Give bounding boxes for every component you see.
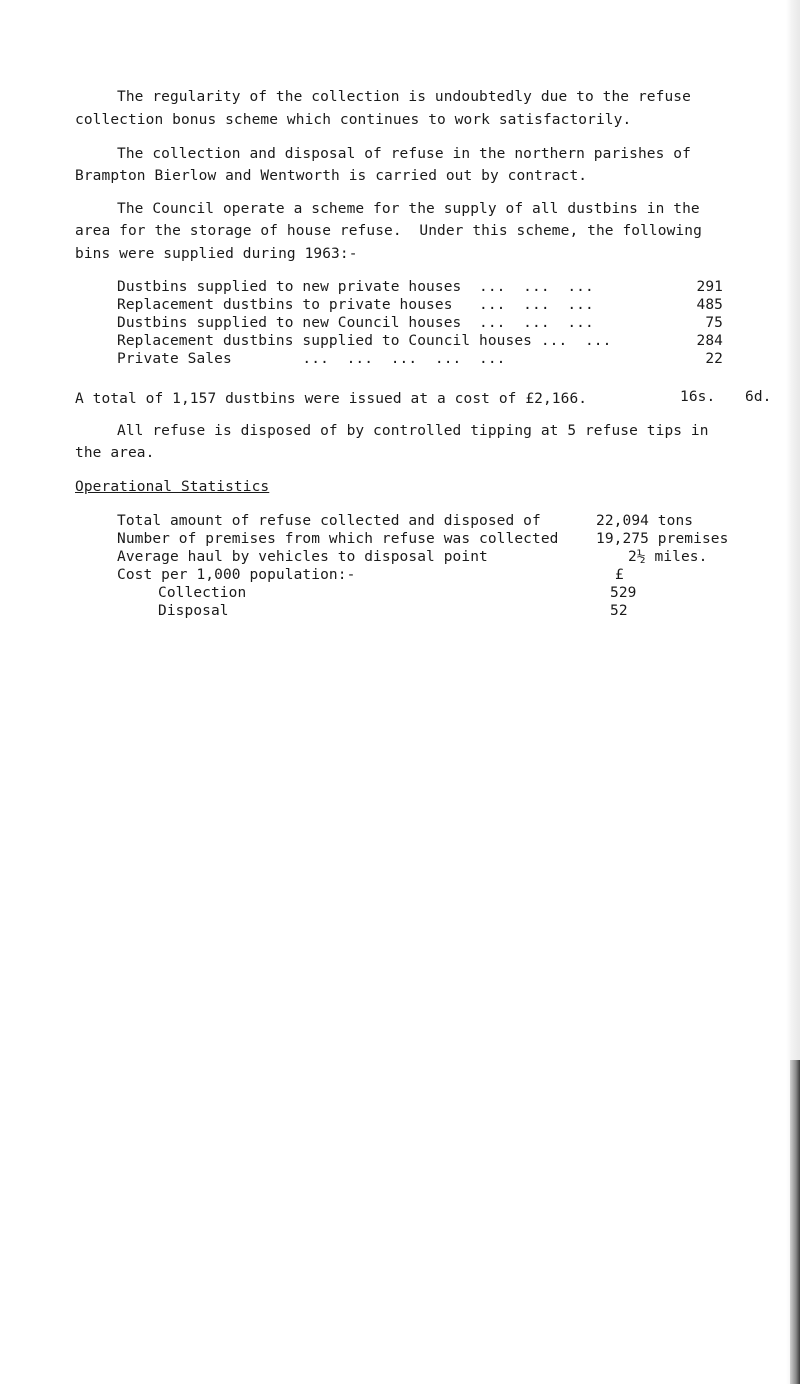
supply-item-value: 75 [705, 315, 723, 331]
para-2-line-1: The collection and disposal of refuse in the northern parishes of [117, 146, 691, 162]
supply-item-value: 485 [696, 297, 723, 313]
supply-item-label: Private Sales ... ... ... ... ... [117, 351, 506, 367]
supply-item-label: Replacement dustbins supplied to Council houses ... ... [117, 333, 612, 349]
binding-edge-shadow [790, 1060, 800, 1384]
supply-item-value: 291 [696, 279, 723, 295]
operational-statistics-heading: Operational Statistics [75, 479, 270, 495]
ops-row-label: Number of premises from which refuse was collected [117, 531, 559, 547]
ops-currency-unit: £ [615, 567, 624, 583]
para-3-line-3: bins were supplied during 1963:- [75, 246, 358, 262]
total-cost-pence: 6d. [745, 389, 772, 405]
para-3-line-2: area for the storage of house refuse. Under this scheme, the following [75, 223, 702, 239]
para-2-line-2: Brampton Bierlow and Wentworth is carried out by contract. [75, 168, 588, 184]
ops-row-value: 22,094 tons [596, 513, 694, 529]
para-1-line-1: The regularity of the collection is undoubtedly due to the refuse [117, 89, 691, 105]
ops-row-label: Total amount of refuse collected and disposed of [117, 513, 541, 529]
supply-item-label: Dustbins supplied to new Council houses ... ... ... [117, 315, 594, 331]
tipping-line-2: the area. [75, 445, 155, 461]
para-1-line-2: collection bonus scheme which continues to work satisfactorily. [75, 112, 632, 128]
ops-row-value: 529 [610, 585, 637, 601]
total-cost-shillings: 16s. [680, 389, 716, 405]
ops-row-label: Disposal [158, 603, 229, 619]
supply-item-value: 284 [696, 333, 723, 349]
ops-row-value: 52 [610, 603, 628, 619]
supply-item-label: Dustbins supplied to new private houses ... ... ... [117, 279, 594, 295]
ops-row-value: 19,275 premises [596, 531, 729, 547]
para-3-line-1: The Council operate a scheme for the supply of all dustbins in the [117, 201, 700, 217]
supply-item-value: 22 [705, 351, 723, 367]
total-cost-line: A total of 1,157 dustbins were issued at a cost of £2,166. [75, 391, 588, 407]
ops-row-label: Cost per 1,000 population:- [117, 567, 356, 583]
supply-item-label: Replacement dustbins to private houses ... ... ... [117, 297, 594, 313]
ops-row-label: Collection [158, 585, 247, 601]
ops-row-label: Average haul by vehicles to disposal point [117, 549, 488, 565]
ops-row-value: 2½ miles. [628, 549, 708, 565]
tipping-line-1: All refuse is disposed of by controlled tipping at 5 refuse tips in [117, 423, 709, 439]
